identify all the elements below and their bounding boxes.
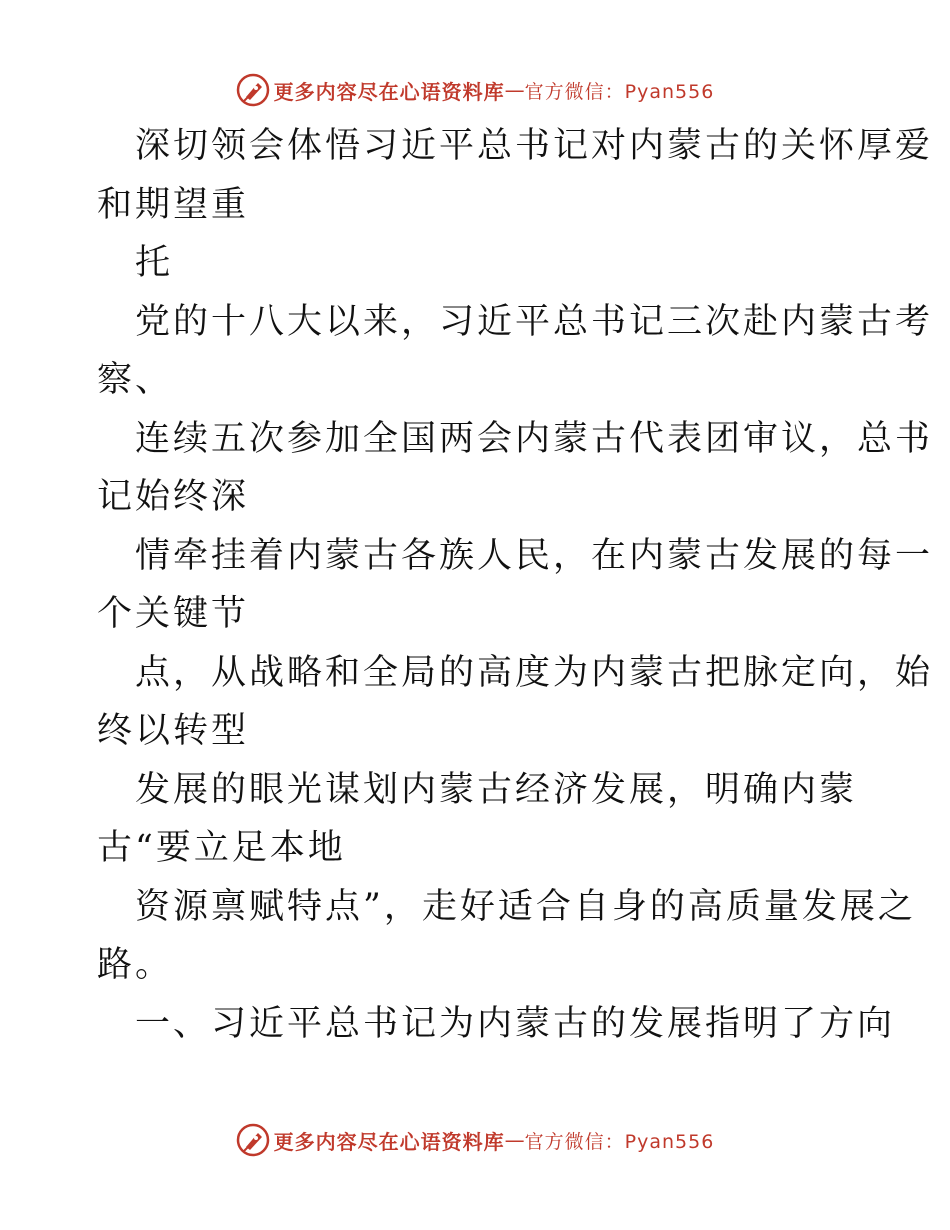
pen-nib-icon — [236, 1123, 270, 1157]
text-line: 点，从战略和全局的高度为内蒙古把脉定向，始 — [135, 653, 934, 693]
banner-contact-text: 官方微信：Pyan556 — [524, 1130, 715, 1153]
text-line: 连续五次参加全国两会内蒙古代表团审议，总书 — [135, 419, 934, 459]
text-line: 察、 — [97, 360, 174, 400]
text-line: 深切领会体悟习近平总书记对内蒙古的关怀厚爱 — [135, 126, 934, 166]
text-line: 终以转型 — [97, 711, 250, 751]
text-line: 和期望重 — [97, 185, 250, 225]
text-line: 托 — [135, 243, 174, 283]
text-line: 资源禀赋特点”，走好适合自身的高质量发展之 — [135, 887, 916, 927]
text-line: 情牵挂着内蒙古各族人民，在内蒙古发展的每一 — [135, 536, 934, 576]
text-line: 路。 — [97, 945, 174, 985]
banner-main-text: 更多内容尽在心语资料库 — [273, 79, 505, 104]
footer-banner — [0, 1120, 950, 1160]
text-line: 记始终深 — [97, 477, 250, 517]
text-line: 个关键节 — [97, 594, 250, 634]
text-line: 一、习近平总书记为内蒙古的发展指明了方向 — [135, 1004, 896, 1044]
banner-separator: — — [504, 78, 525, 102]
banner-contact-text: 官方微信：Pyan556 — [524, 80, 715, 103]
banner-main-text: 更多内容尽在心语资料库 — [273, 1129, 505, 1154]
text-line: 古“要立足本地 — [97, 828, 346, 868]
banner-separator: — — [504, 1128, 525, 1152]
text-line: 发展的眼光谋划内蒙古经济发展，明确内蒙 — [135, 770, 858, 810]
text-line: 党的十八大以来，习近平总书记三次赴内蒙古考 — [135, 302, 934, 342]
